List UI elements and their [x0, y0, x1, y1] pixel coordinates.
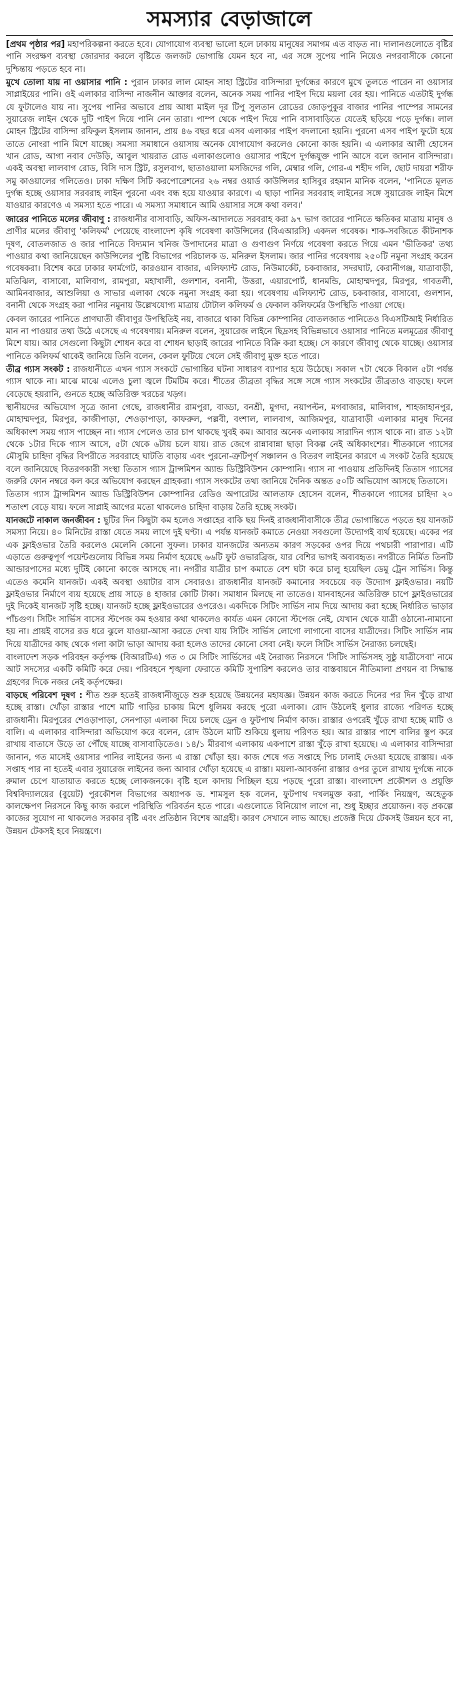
section-text: বাংলাদেশ সড়ক পরিবহন কর্তৃপক্ষ (বিআরটিএ) গত ৩ মে সিটিং সার্ভিসের এই নৈরাজ্য নিরসনে 'সিটিং সার্ভিসসহ সুষ্ঠু যাত্রীসেবা' নামে আট সদস্যের একটি কমিটি করে দেয়। পরিবহনে শৃঙ্খলা ফেরাতে কমিটি সুপারিশ করলেও তার বাস্তবায়নে নীতিমালা প্রণয়ন বা সিদ্ধান্ত গ্রহণের দিকে নজর নেই কর্তৃপক্ষের। — [6, 651, 453, 687]
section-paragraph — [6, 76, 453, 212]
section-wasa-water — [6, 76, 453, 212]
section-heading: বাড়ছে পরিবেশ দূষণ : — [6, 689, 83, 700]
section-text: তিতাস গ্যাস ট্রান্সমিশন অ্যান্ড ডিস্ট্রিবিউশন কোম্পানির রেডিও অপারেটর আলতাফ হোসেন বলেন, শীতকালে গ্যাসের চাহিদা ২০ শতাংশ বেড়ে যায়। ফলে সাপ্লাই আগের মতো থাকলেও চাহিদা বাড়ায় তৈরি হচ্ছে সংকট। — [6, 489, 453, 512]
section-heading: তীব্র গ্যাস সংকট : — [6, 363, 70, 374]
section-text: কেবল জারের পানিতে প্রাণঘাতী জীবাণুর উপস্থিতিই নয়, বাজারে থাকা বিভিন্ন কোম্পানির বোতলজাত পানিতেও বিএসটিআই নির্ধারিত মান না পাওয়ার তথ্য উঠে এসেছে এ গবেষণায়। মনিরুল বলেন, সুয়ারেজ লাইনে ছিদ্রসহ বিভিন্নভাবে ওয়াসার পানিতে মলমূত্রের জীবাণু মিশে যায়। আর সেগুলো কিছুটা শোধন করে বা শোধন ছাড়াই জারের পানিতে বিক্রি করা হচ্ছে। সে কারণে জীবাণু থেকে যাচ্ছে। ওয়াসার পানিতে কলিফর্ম থাকেই জানিয়ে তিনি বলেন, কেবল ফুটিয়ে খেলে সেই জীবাণু মুক্ত হতে পারে। — [6, 313, 453, 361]
continuation-label: [প্রথম পৃষ্ঠার পর] — [6, 39, 65, 49]
section-paragraph — [6, 363, 453, 400]
section-text: রাজধানীর বাসাবাড়ি, অফিস-আদালতে সরবরাহ করা ৯৭ ভাগ জারের পানিতে ক্ষতিকর মাত্রায় মানুষ ও প্রাণীর মলের জীবাণু 'কলিফর্ম' পেয়েছে বাংলাদেশ কৃষি গবেষণা কাউন্সিলের (বিএআরসি) একদল গবেষক। শাক-সবজিতে কীটনাশক দূষণ, বোতলজাত ও জার পানিতে বিদ্যমান খনিজ উপাদানের মাত্রা ও গুণাগুণ নির্ণয়ে গবেষণা করতে গিয়ে এমন 'ভীতিকর' তথ্য পাওয়ার কথা জানিয়েছেন কাউন্সিলের পুষ্টি বিভাগের পরিচালক ড. মনিরুল ইসলাম। জার পানির গবেষণায় ২৫০টি নমুনা সংগ্রহ করেন গবেষকরা। বিশেষ করে ঢাকার ফার্মগেট, কারওয়ান বাজার, এলিফ্যান্ট রোড, নিউমার্কেট, চকবাজার, সদরঘাট, কেরানীগঞ্জ, যাত্রাবাড়ী, মতিঝিল, বাসাবো, মালিবাগ, রামপুরা, মহাখালী, গুলশান, বনানী, উত্তরা, এয়ারপোর্ট, ধানমন্ডি, মোহাম্মদপুর, মিরপুর, গাবতলী, আমিনবাজার, আশুলিয়া ও সাভার এলাকা থেকে নমুনা সংগ্রহ করা হয়। গবেষণায় এলিফ্যান্ট রোড, চকবাজার, বাসাবো, গুলশান, বনানী থেকে সংগ্রহ করা পানির নমুনায় উল্লেখযোগ্য মাত্রায় টোটাল কলিফর্ম ও ফেকাল কলিফর্মের উপস্থিতি পাওয়া গেছে। — [6, 213, 453, 311]
section-text: শীত শুরু হতেই রাজধানীজুড়ে শুরু হয়েছে উন্নয়নের মহাযজ্ঞ। উন্নয়ন কাজ করতে দিনের পর দিন খুঁড়ে রাখা হচ্ছে রাস্তা। খোঁড়া রাস্তার পাশে মাটি গাড়ির চাকায় মিশে ধুলিময় করছে পুরো এলাকা। রোদ উঠলেই ধুলার রাজ্যে পরিণত হচ্ছে রাজধানী। মিরপুরের শেওড়াপাড়া, সেনপাড়া এলাকা দিয়ে চলছে ড্রেন ও ফুটপাথ নির্মাণ কাজ। রাস্তার ওপরেই খুঁড়ে রাখা হচ্ছে মাটি ও বালি। এ এলাকার বাসিন্দারা অভিযোগ করে বলেন, রোদ উঠলে মাটি শুকিয়ে ধুলায় পরিণত হয়। আর রাস্তার পাশে বালির স্তূপ করে রাখায় বাতাসে উড়ে তা পৌঁছে যাচ্ছে বাসাবাড়িতেও। ১৪/১ মীরবাগ এলাকায় একপাশে রাস্তা খুঁড়ে রাখা হয়েছে। এ এলাকার বাসিন্দারা জানান, গত মাসেই ওয়াসার পানির লাইনের জন্য এ রাস্তা খোঁড়া হয়। কাজ শেষে গত সপ্তাহে পিচ ঢালাই দেওয়া হয়েছে রাস্তায়। এক সপ্তাহ পার না হতেই এবার সুয়ারেজ লাইনের জন্য আবার খোঁড়া হয়েছে এ রাস্তা। ময়লা-আবর্জনা রাস্তার ওপর তুলে রাখায় দুর্গন্ধে নাকে রুমাল চেপে যাতায়াত করতে হচ্ছে লোকজনকে। বৃষ্টি হলে কাদায় পিচ্ছিল হয়ে পড়ছে পুরো রাস্তা। বাংলাদেশ প্রকৌশল ও প্রযুক্তি বিশ্ববিদ্যালয়ের (বুয়েট) পুরকৌশল বিভাগের অধ্যাপক ড. শামসুল হক বলেন, ফুটপাথ দখলমুক্ত করা, পার্কিং নিয়ন্ত্রণ, অহেতুক কালক্ষেপণ নিরসনে কিছু কাজ করলে পরিস্থিতি পরিবর্তন হতে পারে। এগুলোতে বিনিয়োগ লাগে না, শুধু ইচ্ছার প্রয়োজন। বড় প্রকল্পে কাজের সুযোগ না থাকলেও সরকার বৃষ্টি এবং প্রতিষ্ঠান বিশেষ আগ্রহী। কারণ সেখানে লাভ আছে। প্রজেক্ট দিয়ে টেকসই উন্নয়ন হবে না, উন্নয়ন টেকসই হবে নিয়ন্ত্রণে। — [6, 689, 454, 836]
section-text: স্থানীয়দের অভিযোগ সূত্রে জানা গেছে, রাজধানীর রামপুরা, বাড্ডা, বনশ্রী, মুগদা, নয়াপল্টন, মগবাজার, মালিবাগ, শাহজাহানপুর, মোহাম্মদপুর, মিরপুর, কাজীপাড়া, শেওড়াপাড়া, কাফরুল, পল্লবী, বংশাল, লালবাগ, আজিমপুর, যাত্রাবাড়ী এলাকার মানুষ দিনের অধিকাংশ সময় গ্যাস পাচ্ছেন না। গ্যাস পেলেও তার চাপ থাকছে খুবই কম। আবার অনেক এলাকায় সারাদিন গ্যাস থাকে না। রাত ১২টা থেকে ১টার দিকে গ্যাস আসে, ৫টা থেকে ৬টায় চলে যায়। রাত জেগে রান্নাবান্না ছাড়া বিকল্প নেই অধিকাংশের। শীতকালে গ্যাসের মৌসুমি চাহিদা বৃদ্ধির বিপরীতে সরবরাহে ঘাটতি বাড়ায় এবং পুরনো-ত্রুটিপূর্ণ সঞ্চালন ও বিতরণ লাইনের কারণে এ সংকট তৈরি হয়েছে বলে জানিয়েছে বিতরণকারী সংস্থা তিতাস গ্যাস ট্রান্সমিশন অ্যান্ড ডিস্ট্রিবিউশন কোম্পানি। গ্যাস না পাওয়ায় প্রতিদিনই তিতাস গ্যাসের জরুরি ফোন নম্বরে কল করে অভিযোগ করছেন গ্রাহকরা। গ্যাস সংকটের তথ্য জানিয়ে দৈনিক অন্তত ৫০টি অভিযোগ আসছে তিতাসে। — [6, 401, 453, 487]
intro-text: মহাপরিকল্পনা করতে হবে। যোগাযোগ ব্যবস্থা ভালো হলে ঢাকায় মানুষের সমাগম এত বাড়ত না। দালানগুলোতে বৃষ্টির পানি সংরক্ষণ ব্যবস্থা জোরদার করলে বৃষ্টিতে জলজট ভোগান্তি যেমন হবে না, এর সঙ্গে সুপেয় পানি নিয়েও নগরবাসীকে কোনো দুশ্চিন্তায় পড়তে হবে না। — [6, 39, 453, 74]
section-gas-crisis — [6, 363, 453, 513]
section-paragraph — [6, 651, 453, 688]
section-jar-water — [6, 213, 453, 362]
section-paragraph — [6, 213, 453, 312]
intro-section — [6, 38, 453, 75]
article-headline: সমস্যার বেড়াজালে — [146, 6, 313, 31]
section-heading: মুখে তোলা যায় না ওয়াসার পানি : — [6, 77, 128, 88]
section-text: রাজধানীতে এখন গ্যাস সংকটে ভোগান্তির ঘটনা সাধারণ ব্যাপার হয়ে উঠেছে। সকাল ৭টা থেকে বিকাল ৫টা পর্যন্ত গ্যাস থাকে না। মাঝে মাঝে এলেও চুলা জ্বলে টিমটিম করে। শীতের তীব্রতা বৃদ্ধির সঙ্গে সঙ্গে গ্যাস সংকটের তীব্রতাও বাড়ছে। ফলে বেড়েছে হয়রানি, গুনতে হচ্ছে অতিরিক্ত খরচের খড়্গ। — [6, 363, 453, 399]
section-paragraph — [6, 514, 453, 650]
section-paragraph — [6, 313, 453, 362]
section-heading: যানজটে নাকাল জনজীবন : — [6, 515, 101, 526]
section-text: পুরান ঢাকার লাল মোহন সাহা স্ট্রিটের বাসিন্দারা দুর্গন্ধের কারণে মুখে তুলতে পারেন না ওয়াসার সাপ্লাইয়ের পানি। ওই এলাকার বাসিন্দা নাজনীন আক্তার বলেন, অনেক সময় পানির পাইপ দিয়ে ময়লা বের হয়। পানিতে এতটাই দুর্গন্ধ যে ফুটালেও যায় না। সুপেয় পানির অভাবে প্রায় আধা মাইল দূর টিপু সুলতান রোডের জোড়পুকুর বাজার পানির পাম্পের সামনের সুয়ারেজ লাইন থেকে দুটি পাইপ দিয়ে পানি নেন তারা। পাম্প থেকে পাইপ দিয়ে পানি বাসাবাড়িতে যেতেই ছড়িয়ে পড়ে দুর্গন্ধ। লাল মোহন স্ট্রিটের বাসিন্দা রফিকুল ইসলাম জানান, প্রায় ৪৬ বছর ধরে এসব এলাকার পাইপ বদলানো হয়নি। পুরনো এসব পাইপ ফুটো হয়ে তাতে নোংরা পানি মিশে যাচ্ছে। সমস্যা সমাধানে ওয়াসায় অনেক যোগাযোগ করলেও কোনো কাজ হয়নি। এ এলাকার আলী হোসেন খান রোড, আগা নবাব দেউড়ি, আবুল খায়রাত রোড এলাকাগুলোও ওয়াসার পাইপে দুর্গন্ধযুক্ত পানি আসে বলে জানান বাসিন্দারা। একই অবস্থা লালবাগ রোড, বিসি দাস স্ট্রিট, রসুলবাগ, ছাতাওয়ালা মসজিদের গলি, মেম্বার গলি, গোর-এ শহীদ গলি, ছোট দায়রা শরীফ সমু কাওয়ালের গলিতেও। ঢাকা দক্ষিণ সিটি করপোরেশনের ২৬ নম্বর ওয়ার্ড কাউন্সিলর হাসিবুর রহমান মানিক বলেন, 'পানিতে মূলত দুর্গন্ধ হচ্ছে ওয়াসার সরবরাহ লাইন পুরনো এবং বন্ধ হয়ে যাওয়ার কারণে। এ ছাড়া পানির সরবরাহ লাইনের সঙ্গে সুয়ারেজ লাইন মিশে যাওয়ার কারণেও এ সমস্যা হতে পারে। এ সমস্যা সমাধানে আমি ওয়াসার সঙ্গে কথা বলব।' — [6, 77, 453, 211]
intro-paragraph — [6, 38, 453, 75]
section-paragraph — [6, 401, 453, 487]
section-heading: জারের পানিতে মলের জীবাণু : — [6, 213, 111, 224]
section-traffic-jam — [6, 514, 453, 688]
section-text: ছুটির দিন কিছুটা কম হলেও সপ্তাহের বাকি ছয় দিনই রাজধানীবাসীকে তীব্র ভোগান্তিতে পড়তে হয় যানজট সমস্যা নিয়ে। ৪০ মিনিটের রাস্তা যেতে সময় লাগে দুই ঘণ্টা। এ পর্যন্ত যানজট কমাতে নেওয়া সবগুলো উদ্যোগই ব্যর্থ হয়েছে। একের পর এক ফ্লাইওভার তৈরি করলেও মেলেনি কোনো সুফল। ঢাকার যানজটের অন্যতম কারণ সড়কের ওপর দিয়ে পথচারী পারাপার। এটি এড়াতে গুরুত্বপূর্ণ পয়েন্টগুলোয় বিভিন্ন সময় নির্মাণ হয়েছে ৬৬টি ফুট ওভারব্রিজ, যার বেশির ভাগই অব্যবহৃত। নগরীতে নির্মিত তিনটি আন্ডারপাসের মধ্যে দুটিই কোনো কাজে আসছে না। নগরীর যাত্রীর চাপ কমাতে বেশ ঘটা করে চালু হয়েছিল ডেমু ট্রেন সার্ভিস। কিন্তু এতেও কমেনি যানজট। একই অবস্থা ওয়াটার বাস সেবারও। রাজধানীর যানজট কমানোর সবচেয়ে বড় উদ্যোগ ফ্লাইওভার। নয়টি ফ্লাইওভার নির্মাণে ব্যয় হয়েছে প্রায় সাড়ে ৪ হাজার কোটি টাকা। সমাধান মিলছে না তাতেও। যানবাহনের অতিরিক্ত চাপে ফ্লাইওভারের দুই দিকেই যানজট সৃষ্টি হচ্ছে। যানজট হচ্ছে ফ্লাইওভারের ওপরেও। একদিকে সিটিং সার্ভিস নাম দিয়ে আদায় করা হচ্ছে নির্ধারিত ভাড়ার পাঁচগুণ। সিটিং সার্ভিস বাসের স্টপেজ কম হওয়ার কথা থাকলেও কার্যত এমন কোনো স্টপেজ নেই, যেখান থেকে যাত্রী ওঠানো-নামানো হয় না। প্রায়ই বাসের রড ধরে ঝুলে যাওয়া-আসা করতে দেখা যায় সিটিং সার্ভিস লোগো লাগানো বাসের যাত্রীদের। সিটিং সার্ভিস নাম দিয়ে যাত্রীদের কাছ থেকে গলা কাটা ভাড়া আদায় করা হলেও তাদের কোনো সেবা নেই। ফলে সিটিং সার্ভিস নৈরাজ্য চলছেই। — [6, 515, 453, 649]
section-paragraph — [6, 488, 453, 513]
section-pollution — [6, 689, 453, 837]
section-paragraph — [6, 689, 453, 837]
headline-divider — [6, 35, 453, 36]
